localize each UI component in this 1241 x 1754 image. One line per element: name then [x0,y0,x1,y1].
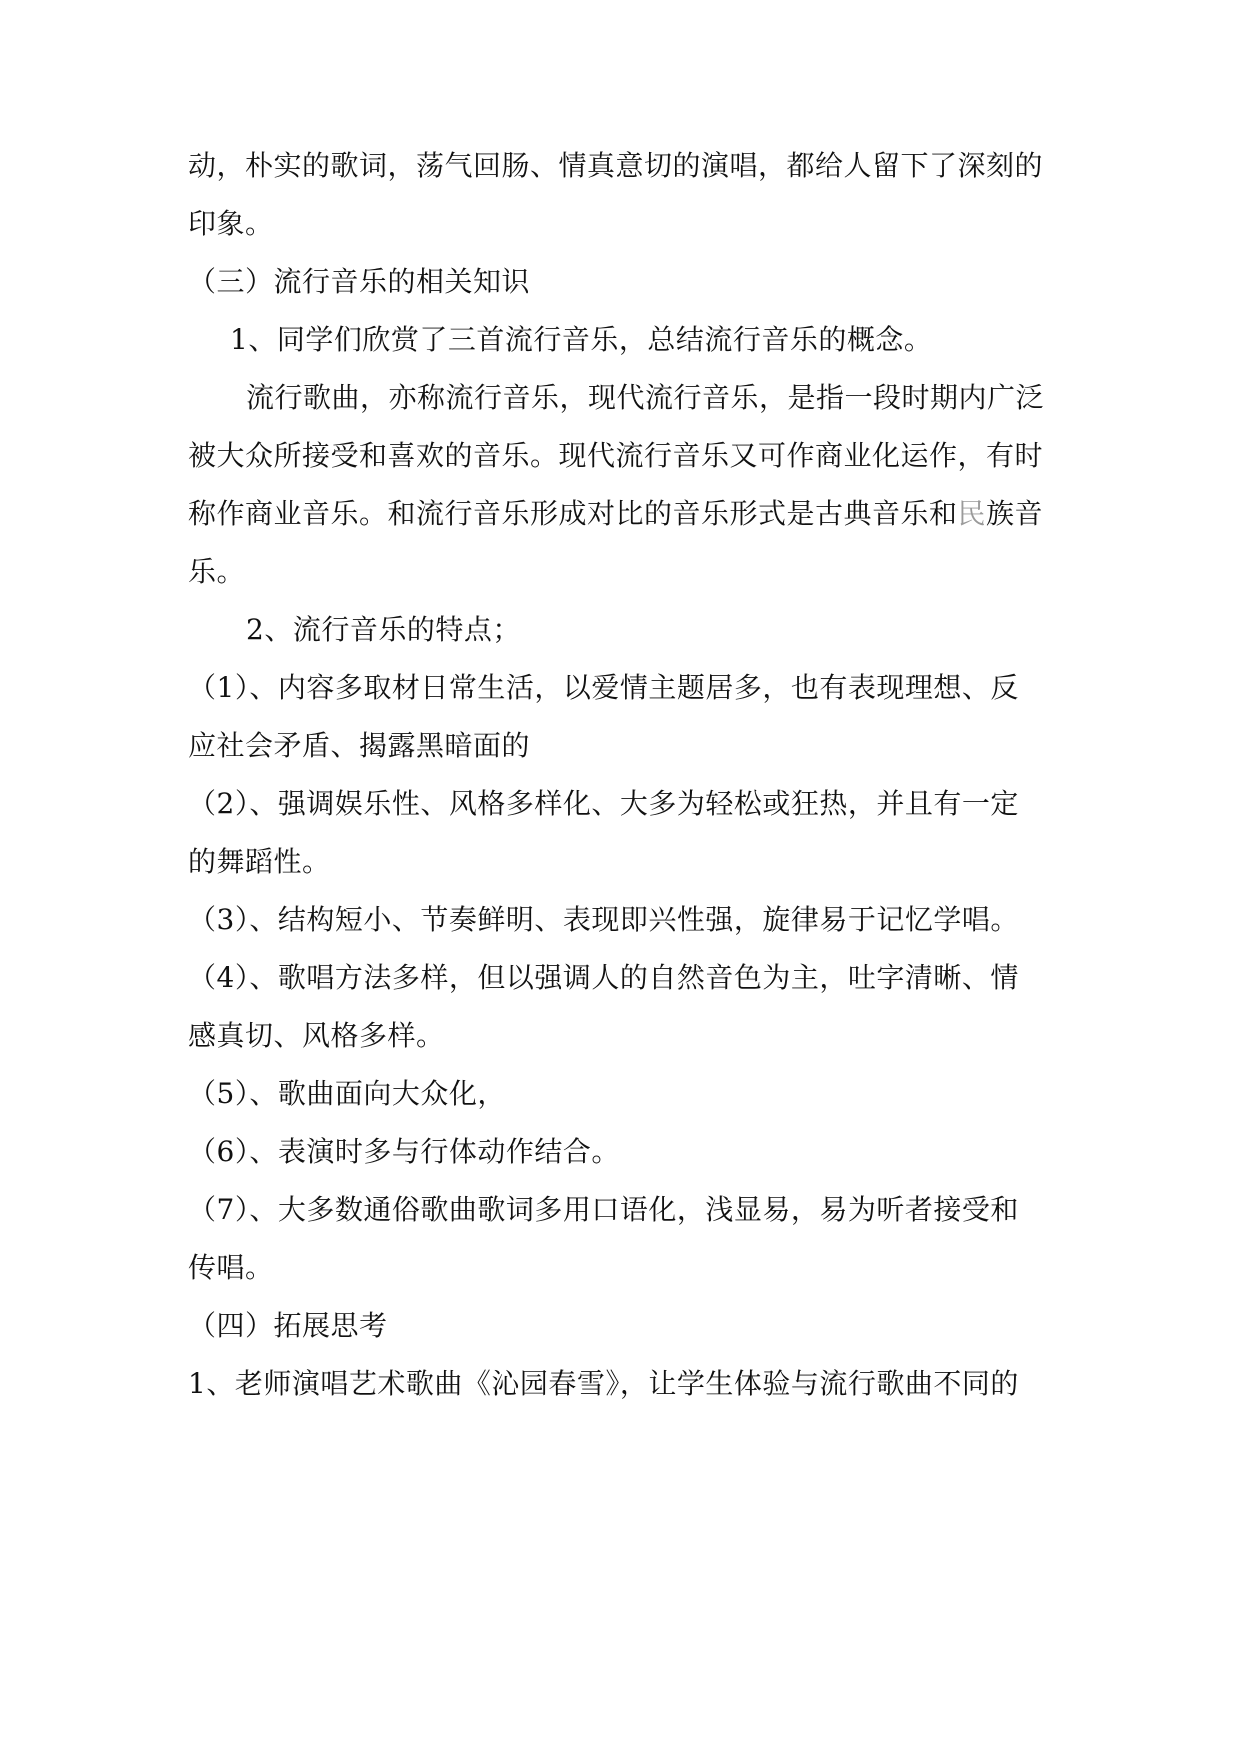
text-line-6: 被大众所接受和喜欢的音乐。现代流行音乐又可作商业化运作，有时 [188,439,1044,472]
text-line-19: （7）、大多数通俗歌曲歌词多用口语化，浅显易，易为听者接受和 [188,1193,1019,1226]
text-line-8: 乐。 [188,555,246,588]
text-line-15: （4）、歌唱方法多样，但以强调人的自然音色为主，吐字清晰、情 [188,961,1019,994]
text-line-22: 1、老师演唱艺术歌曲《沁园春雪》，让学生体验与流行歌曲不同的 [188,1367,1019,1400]
text-line-9: 2、流行音乐的特点； [246,613,521,646]
text-line-10: （1）、内容多取材日常生活，以爱情主题居多，也有表现理想、反 [188,671,1019,704]
text-line-12: （2）、强调娱乐性、风格多样化、大多为轻松或狂热，并且有一定 [188,787,1019,820]
text-line-18: （6）、表演时多与行体动作结合。 [188,1135,620,1168]
text-line-20: 传唱。 [188,1251,274,1284]
text-line-16: 感真切、风格多样。 [188,1019,445,1052]
text-line-7 [188,494,1068,534]
text-line-7-part-b: 族音 [986,497,1044,530]
text-line-11: 应社会矛盾、揭露黑暗面的 [188,729,531,762]
faded-character: 民 [957,497,987,530]
text-line-5: 流行歌曲，亦称流行音乐，现代流行音乐，是指一段时期内广泛 [246,381,1045,414]
text-line-14: （3）、结构短小、节奏鲜明、表现即兴性强，旋律易于记忆学唱。 [188,903,1019,936]
text-line-1: 动，朴实的歌词，荡气回肠、情真意切的演唱，都给人留下了深刻的 [188,149,1044,182]
text-line-13: 的舞蹈性。 [188,845,331,878]
section-heading-21: （四）拓展思考 [188,1309,388,1342]
text-line-7-part-a: 称作商业音乐。和流行音乐形成对比的音乐形式是古典音乐和 [188,497,958,530]
text-line-4: 1、同学们欣赏了三首流行音乐，总结流行音乐的概念。 [230,323,933,356]
text-line-17: （5）、歌曲面向大众化， [188,1077,506,1110]
section-heading-3: （三）流行音乐的相关知识 [188,265,531,298]
text-line-2: 印象。 [188,207,274,240]
